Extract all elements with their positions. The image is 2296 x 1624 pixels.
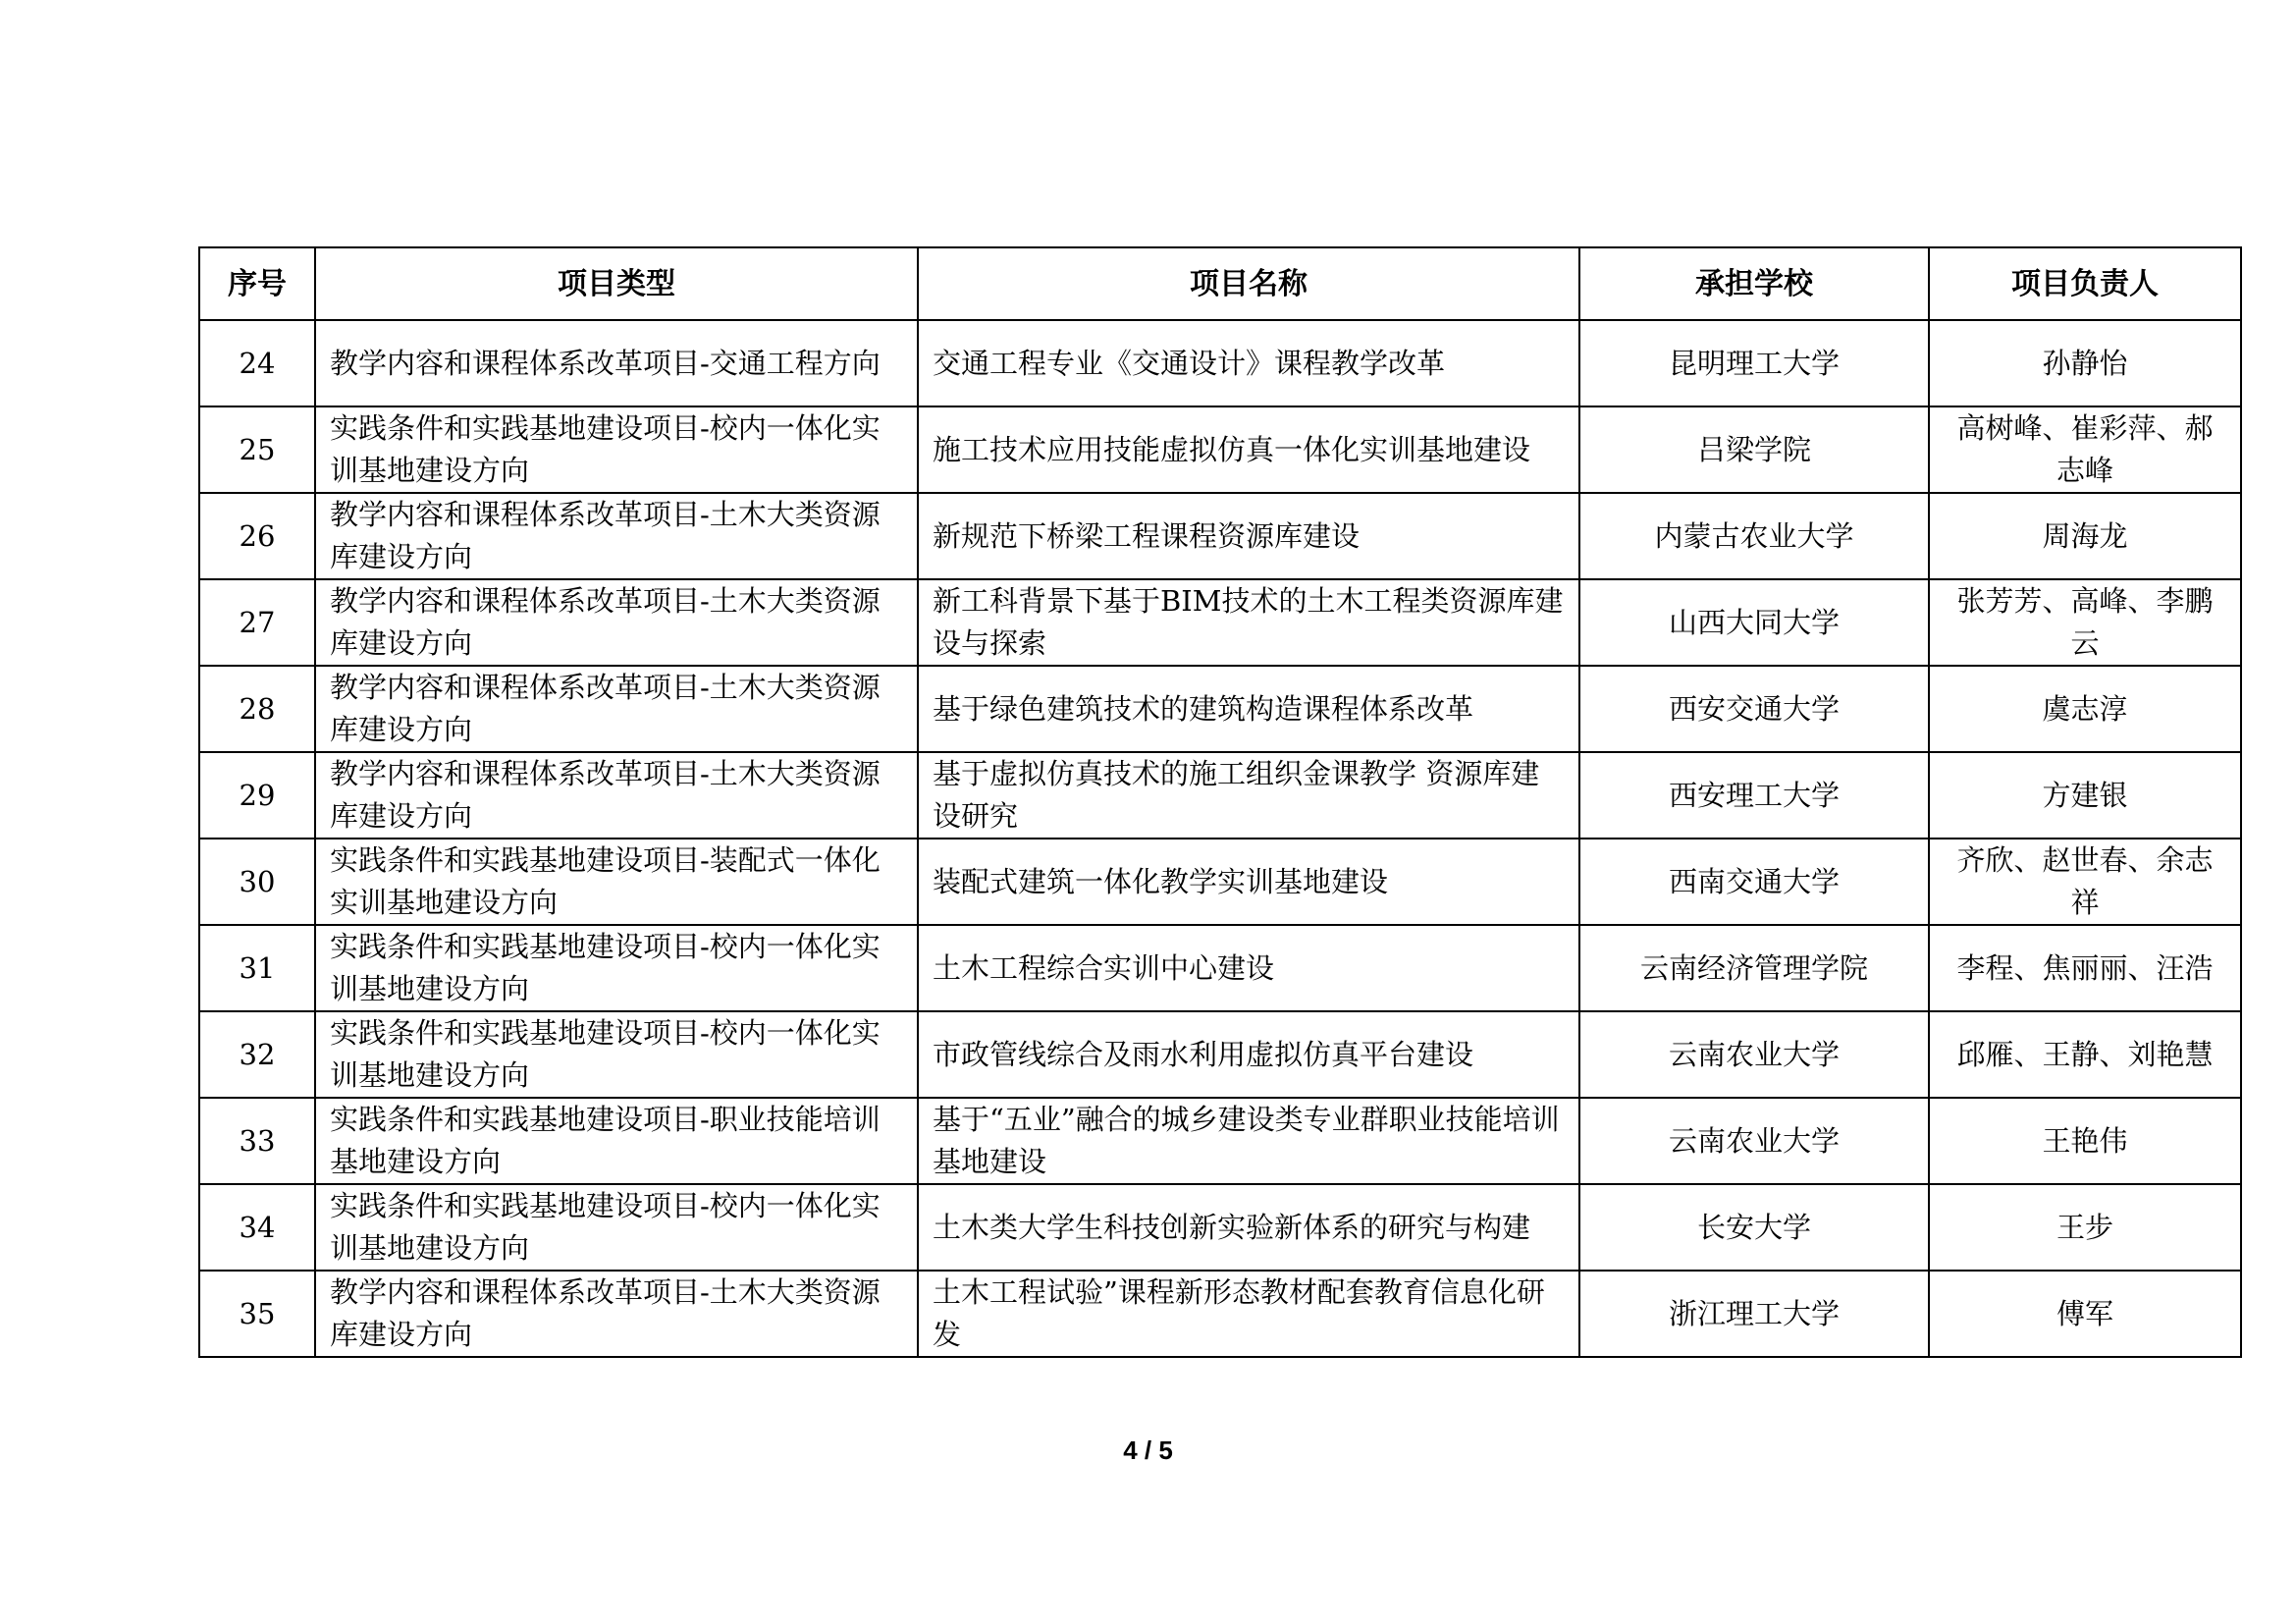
cell-school (1579, 839, 1929, 925)
cell-number (199, 320, 315, 406)
cell-school (1579, 1098, 1929, 1184)
cell-school (1579, 493, 1929, 579)
cell-number-text: 27 (239, 605, 276, 639)
cell-number-text: 30 (239, 864, 276, 898)
cell-leader-text: 邱雁、王静、刘艳慧 (1956, 1037, 2214, 1071)
cell-number (199, 1184, 315, 1271)
cell-project-name-text: 土木类大学生科技创新实验新体系的研究与构建 (933, 1210, 1531, 1244)
table-row (199, 406, 2241, 493)
cell-project-type (315, 406, 918, 493)
table-row (199, 666, 2241, 752)
table-row (199, 1271, 2241, 1357)
cell-project-type-text: 教学内容和课程体系改革项目-土木大类资源库建设方向 (330, 671, 881, 746)
cell-school (1579, 1271, 1929, 1357)
cell-project-type-text: 教学内容和课程体系改革项目-土木大类资源库建设方向 (330, 584, 881, 660)
cell-project-type (315, 320, 918, 406)
cell-school-text: 长安大学 (1696, 1210, 1811, 1244)
table-row (199, 752, 2241, 839)
cell-number-text: 29 (239, 778, 276, 812)
cell-project-name-text: 交通工程专业《交通设计》课程教学改革 (933, 346, 1446, 380)
cell-school-text: 吕梁学院 (1696, 432, 1811, 466)
cell-number (199, 839, 315, 925)
cell-school (1579, 1184, 1929, 1271)
cell-project-type (315, 1271, 918, 1357)
cell-project-type-text: 实践条件和实践基地建设项目-校内一体化实训基地建设方向 (330, 1016, 881, 1092)
cell-project-type (315, 1098, 918, 1184)
table-row (199, 1011, 2241, 1098)
page-number: 4 / 5 (1123, 1435, 1173, 1465)
cell-project-name (918, 752, 1579, 839)
cell-project-type-text: 教学内容和课程体系改革项目-土木大类资源库建设方向 (330, 498, 881, 573)
cell-leader (1929, 925, 2241, 1011)
cell-leader-text: 张芳芳、高峰、李鹏云 (1956, 584, 2214, 660)
cell-project-name (918, 493, 1579, 579)
cell-number-text: 34 (239, 1210, 276, 1244)
cell-project-name (918, 579, 1579, 666)
header-leader: 项目负责人 (1929, 247, 2241, 320)
cell-project-type-text: 教学内容和课程体系改革项目-交通工程方向 (330, 346, 881, 380)
cell-number-text: 31 (239, 950, 276, 985)
cell-school (1579, 752, 1929, 839)
cell-project-type (315, 493, 918, 579)
cell-project-type-text: 实践条件和实践基地建设项目-装配式一体化实训基地建设方向 (330, 843, 881, 919)
cell-number (199, 752, 315, 839)
cell-number-text: 35 (239, 1296, 276, 1330)
table-row (199, 839, 2241, 925)
cell-leader-text: 齐欣、赵世春、余志祥 (1956, 843, 2214, 919)
cell-number (199, 925, 315, 1011)
table-row (199, 1184, 2241, 1271)
cell-school-text: 云南经济管理学院 (1639, 950, 1868, 985)
cell-school-text: 云南农业大学 (1668, 1037, 1840, 1071)
cell-project-name (918, 406, 1579, 493)
cell-leader (1929, 1011, 2241, 1098)
cell-school-text: 西安理工大学 (1668, 778, 1840, 812)
cell-school-text: 山西大同大学 (1668, 605, 1840, 639)
cell-school (1579, 579, 1929, 666)
cell-leader (1929, 320, 2241, 406)
cell-number-text: 24 (239, 346, 276, 380)
table-body (199, 320, 2241, 1357)
cell-leader-text: 周海龙 (2042, 518, 2128, 553)
cell-number (199, 493, 315, 579)
cell-project-name (918, 666, 1579, 752)
cell-project-name-text: 市政管线综合及雨水利用虚拟仿真平台建设 (933, 1037, 1474, 1071)
header-project-name: 项目名称 (918, 247, 1579, 320)
header-project-type: 项目类型 (315, 247, 918, 320)
cell-project-name-text: 新工科背景下基于BIM技术的土木工程类资源库建设与探索 (933, 584, 1564, 660)
cell-project-name-text: 施工技术应用技能虚拟仿真一体化实训基地建设 (933, 432, 1531, 466)
cell-project-type-text: 实践条件和实践基地建设项目-校内一体化实训基地建设方向 (330, 411, 881, 487)
cell-leader (1929, 666, 2241, 752)
cell-school (1579, 666, 1929, 752)
table-row (199, 320, 2241, 406)
cell-number (199, 666, 315, 752)
cell-leader (1929, 406, 2241, 493)
table-row (199, 925, 2241, 1011)
cell-leader-text: 虞志淳 (2042, 691, 2128, 726)
cell-project-name (918, 320, 1579, 406)
cell-number-text: 28 (239, 691, 276, 726)
cell-project-type-text: 实践条件和实践基地建设项目-职业技能培训基地建设方向 (330, 1103, 881, 1178)
cell-number (199, 579, 315, 666)
cell-number (199, 406, 315, 493)
cell-project-type-text: 实践条件和实践基地建设项目-校内一体化实训基地建设方向 (330, 1189, 881, 1265)
table-row (199, 579, 2241, 666)
cell-project-type (315, 925, 918, 1011)
cell-school-text: 云南农业大学 (1668, 1123, 1840, 1158)
cell-leader (1929, 1271, 2241, 1357)
cell-leader (1929, 1098, 2241, 1184)
cell-project-name (918, 925, 1579, 1011)
cell-project-name-text: 基于“五业”融合的城乡建设类专业群职业技能培训基地建设 (933, 1103, 1560, 1178)
cell-number-text: 33 (239, 1123, 276, 1158)
cell-number-text: 26 (239, 518, 276, 553)
cell-number-text: 32 (239, 1037, 276, 1071)
cell-number (199, 1011, 315, 1098)
cell-leader-text: 王步 (2056, 1210, 2113, 1244)
cell-project-name-text: 基于虚拟仿真技术的施工组织金课教学 资源库建设研究 (933, 757, 1540, 833)
cell-leader (1929, 752, 2241, 839)
cell-project-name (918, 1184, 1579, 1271)
cell-project-name-text: 土木工程综合实训中心建设 (933, 950, 1275, 985)
cell-school-text: 西南交通大学 (1668, 864, 1840, 898)
cell-leader (1929, 493, 2241, 579)
cell-school (1579, 1011, 1929, 1098)
cell-school-text: 内蒙古农业大学 (1654, 518, 1854, 553)
project-table (198, 246, 2242, 1358)
cell-leader-text: 孙静怡 (2042, 346, 2128, 380)
cell-project-type (315, 666, 918, 752)
cell-project-name (918, 1098, 1579, 1184)
cell-project-type (315, 1011, 918, 1098)
cell-school-text: 浙江理工大学 (1668, 1296, 1840, 1330)
header-school: 承担学校 (1579, 247, 1929, 320)
cell-project-name-text: 基于绿色建筑技术的建筑构造课程体系改革 (933, 691, 1474, 726)
cell-project-name (918, 1271, 1579, 1357)
cell-number (199, 1098, 315, 1184)
cell-leader-text: 王艳伟 (2042, 1123, 2128, 1158)
cell-leader-text: 高树峰、崔彩萍、郝志峰 (1956, 411, 2214, 487)
cell-leader (1929, 579, 2241, 666)
cell-leader-text: 李程、焦丽丽、汪浩 (1956, 950, 2214, 985)
cell-number (199, 1271, 315, 1357)
table-header-row (199, 247, 2241, 320)
cell-school-text: 昆明理工大学 (1668, 346, 1840, 380)
cell-project-type (315, 839, 918, 925)
cell-leader (1929, 1184, 2241, 1271)
cell-project-type (315, 1184, 918, 1271)
cell-project-name-text: 装配式建筑一体化教学实训基地建设 (933, 864, 1389, 898)
cell-leader-text: 傅军 (2056, 1296, 2113, 1330)
cell-number-text: 25 (239, 432, 276, 466)
cell-project-type (315, 579, 918, 666)
cell-school (1579, 406, 1929, 493)
cell-project-name-text: 新规范下桥梁工程课程资源库建设 (933, 518, 1361, 553)
table-row (199, 1098, 2241, 1184)
cell-school (1579, 925, 1929, 1011)
cell-project-type (315, 752, 918, 839)
header-number: 序号 (199, 247, 315, 320)
table-row (199, 493, 2241, 579)
cell-project-type-text: 教学内容和课程体系改革项目-土木大类资源库建设方向 (330, 1275, 881, 1351)
cell-project-type-text: 实践条件和实践基地建设项目-校内一体化实训基地建设方向 (330, 930, 881, 1005)
cell-project-type-text: 教学内容和课程体系改革项目-土木大类资源库建设方向 (330, 757, 881, 833)
cell-project-name (918, 839, 1579, 925)
cell-leader-text: 方建银 (2042, 778, 2128, 812)
cell-project-name-text: 土木工程试验”课程新形态教材配套教育信息化研发 (933, 1275, 1545, 1351)
cell-leader (1929, 839, 2241, 925)
cell-school-text: 西安交通大学 (1668, 691, 1840, 726)
cell-school (1579, 320, 1929, 406)
cell-project-name (918, 1011, 1579, 1098)
